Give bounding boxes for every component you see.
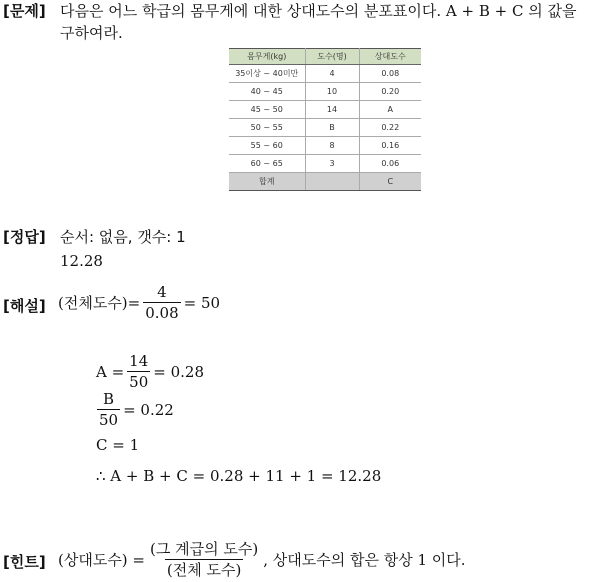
a-label: A = bbox=[96, 362, 125, 381]
table-cell: 55 ~ 60 bbox=[229, 137, 305, 155]
table-cell: 60 ~ 65 bbox=[229, 155, 305, 173]
hint-tag: [힌트] bbox=[3, 553, 46, 571]
table-cell: 합계 bbox=[229, 173, 305, 191]
table-header-row bbox=[229, 49, 421, 65]
table-cell: 35이상 ~ 40미만 bbox=[229, 65, 305, 83]
table-cell: 10 bbox=[305, 83, 359, 101]
hint-suffix: , 상대도수의 합은 항상 1 이다. bbox=[263, 550, 466, 569]
fraction-denominator: 50 bbox=[129, 373, 149, 391]
total-frequency-label: (전체도수)= bbox=[58, 293, 141, 312]
a-equation bbox=[96, 352, 204, 391]
table-cell: 14 bbox=[305, 101, 359, 119]
table-cell: 3 bbox=[305, 155, 359, 173]
table-cell: 50 ~ 55 bbox=[229, 119, 305, 137]
fraction bbox=[148, 540, 260, 579]
table-cell: 0.06 bbox=[359, 155, 421, 173]
answer-value: 12.28 bbox=[60, 252, 103, 270]
table-cell bbox=[305, 173, 359, 191]
fraction-numerator: (그 계급의 도수) bbox=[150, 540, 259, 558]
fraction-numerator: 4 bbox=[157, 283, 167, 301]
fraction-numerator: B bbox=[103, 390, 115, 408]
table-cell: 8 bbox=[305, 137, 359, 155]
problem-text-line2: 구하여라. bbox=[60, 24, 123, 42]
table-cell: C bbox=[359, 173, 421, 191]
table-header-cell: 상대도수 bbox=[359, 49, 421, 65]
fraction bbox=[143, 283, 180, 322]
table-cell: 0.16 bbox=[359, 137, 421, 155]
fraction bbox=[97, 390, 120, 429]
relative-frequency-table bbox=[229, 48, 421, 191]
table-total-row bbox=[229, 173, 421, 191]
fraction-denominator: 0.08 bbox=[145, 304, 179, 322]
table-cell: 0.08 bbox=[359, 65, 421, 83]
table-cell: 0.22 bbox=[359, 119, 421, 137]
table-row bbox=[229, 101, 421, 119]
table-cell: B bbox=[305, 119, 359, 137]
fraction-denominator: (전체 도수) bbox=[166, 561, 242, 579]
b-equation bbox=[94, 390, 174, 429]
fraction bbox=[127, 352, 150, 391]
table-header-cell: 몸무게(kg) bbox=[229, 49, 305, 65]
table-row bbox=[229, 155, 421, 173]
table-cell: 45 ~ 50 bbox=[229, 101, 305, 119]
table-row bbox=[229, 65, 421, 83]
hint-formula bbox=[58, 540, 466, 579]
table-header-cell: 도수(명) bbox=[305, 49, 359, 65]
equation-result: = 50 bbox=[183, 293, 221, 312]
problem-text-line1: 다음은 어느 학급의 몸무게에 대한 상대도수의 분포표이다. A + B + C 의 값을 bbox=[60, 2, 577, 20]
table-cell: A bbox=[359, 101, 421, 119]
fraction-denominator: 50 bbox=[99, 411, 119, 429]
table-cell: 4 bbox=[305, 65, 359, 83]
total-frequency-equation bbox=[58, 283, 220, 322]
equation-result: = 0.28 bbox=[153, 362, 205, 381]
problem-tag: [문제] bbox=[3, 2, 46, 20]
hint-label: (상대도수) = bbox=[58, 550, 146, 569]
sum-equation: ∴ A + B + C = 0.28 + 11 + 1 = 12.28 bbox=[96, 467, 382, 485]
equation-result: = 0.22 bbox=[123, 400, 174, 419]
c-equation: C = 1 bbox=[96, 436, 140, 454]
table-row bbox=[229, 119, 421, 137]
table-cell: 40 ~ 45 bbox=[229, 83, 305, 101]
answer-text-line1: 순서: 없음, 갯수: 1 bbox=[60, 228, 186, 246]
table-row bbox=[229, 137, 421, 155]
answer-tag: [정답] bbox=[3, 228, 46, 246]
table-row bbox=[229, 83, 421, 101]
fraction-numerator: 14 bbox=[129, 352, 149, 370]
table-cell: 0.20 bbox=[359, 83, 421, 101]
explanation-tag: [해설] bbox=[3, 297, 46, 315]
